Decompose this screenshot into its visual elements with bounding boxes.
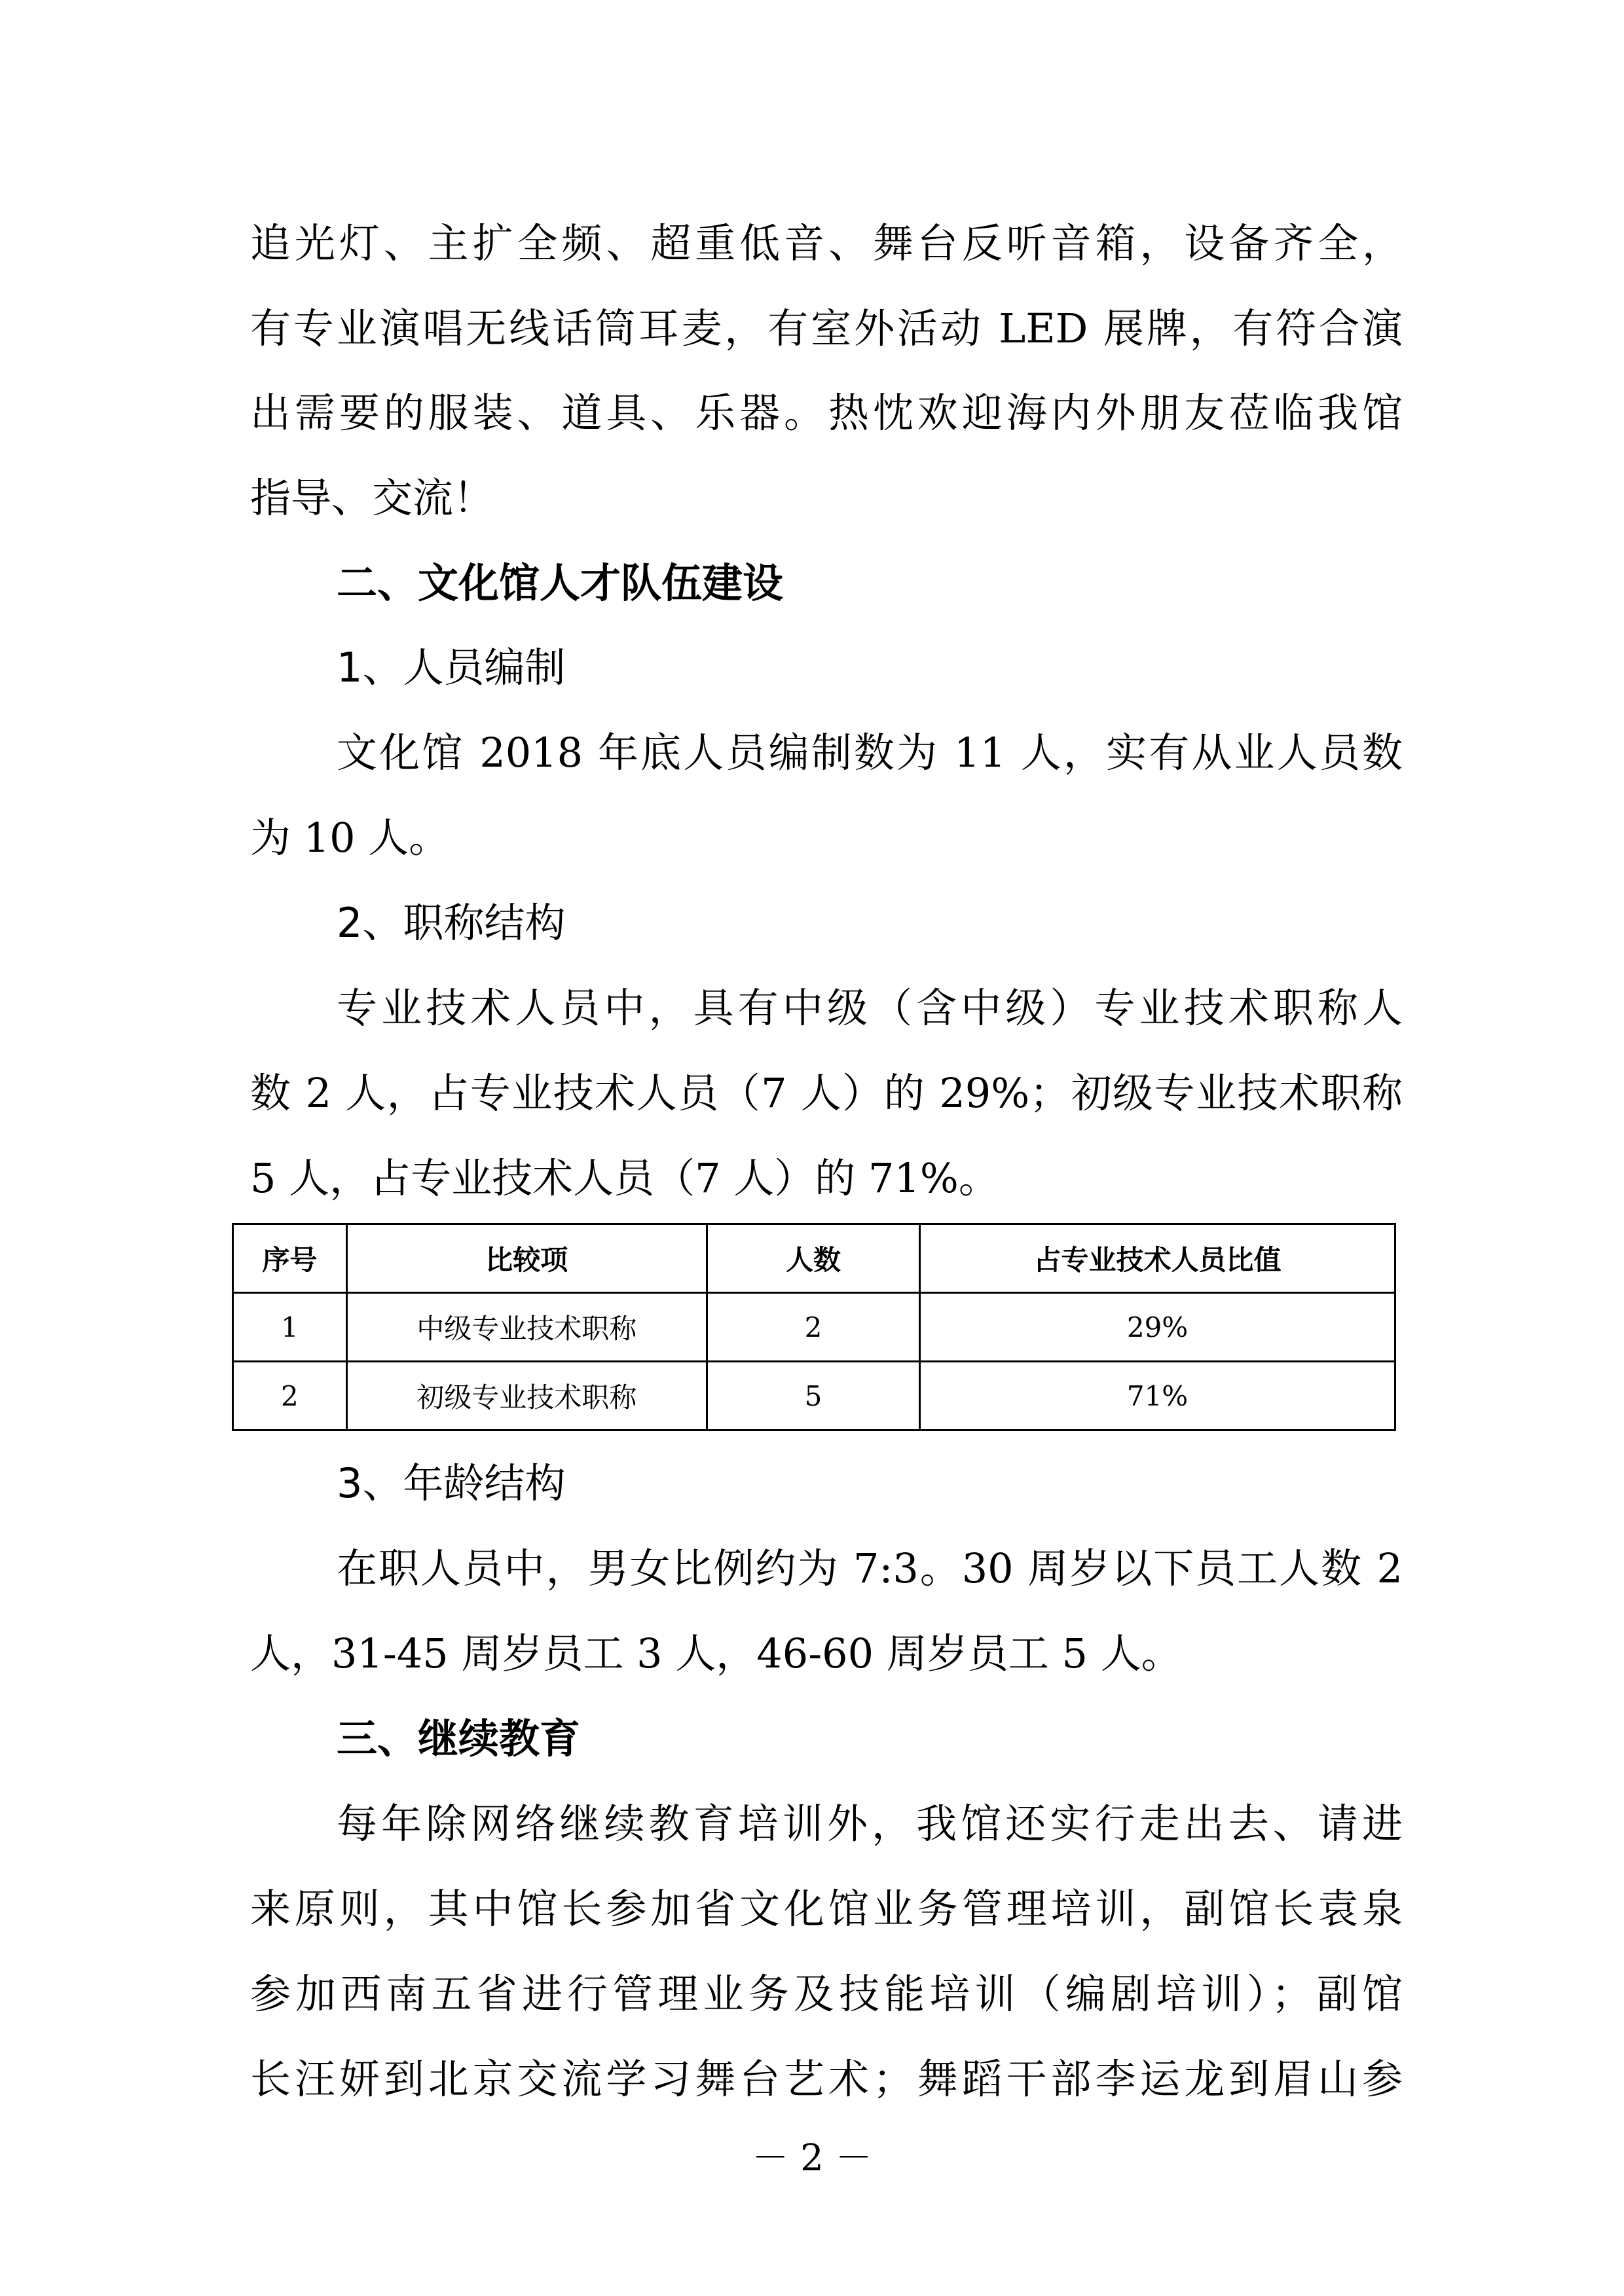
column-header-seq: 序号 bbox=[233, 1224, 347, 1293]
table-cell-item: 初级专业技术职称 bbox=[346, 1362, 707, 1430]
table-cell-ratio: 71% bbox=[920, 1362, 1395, 1430]
column-header-item: 比较项 bbox=[346, 1224, 707, 1293]
table-cell-seq: 2 bbox=[233, 1362, 347, 1430]
table-cell-seq: 1 bbox=[233, 1293, 347, 1362]
table-cell-item: 中级专业技术职称 bbox=[346, 1293, 707, 1362]
paragraph-line: 追光灯、主扩全频、超重低音、舞台反听音箱，设备齐全， bbox=[250, 219, 1403, 267]
paragraph-line: 每年除网络继续教育培训外，我馆还实行走出去、请进 bbox=[337, 1800, 1403, 1848]
paragraph-line: 人，31-45 周岁员工 3 人，46-60 周岁员工 5 人。 bbox=[250, 1630, 1182, 1677]
paragraph-line: 指导、交流！ bbox=[250, 474, 494, 522]
paragraph-line: 出需要的服装、道具、乐器。热忱欢迎海内外朋友莅临我馆 bbox=[250, 389, 1403, 437]
table-cell-count: 5 bbox=[707, 1362, 919, 1430]
table-row bbox=[233, 1293, 1395, 1362]
section-heading: 三、继续教育 bbox=[337, 1715, 581, 1762]
paragraph-line: 在职人员中，男女比例约为 7:3。30 周岁以下员工人数 2 bbox=[337, 1544, 1403, 1592]
column-header-count: 人数 bbox=[707, 1224, 919, 1293]
paragraph-line: 长汪妍到北京交流学习舞台艺术；舞蹈干部李运龙到眉山参 bbox=[250, 2055, 1403, 2103]
subsection-heading: 2、职称结构 bbox=[337, 899, 566, 947]
table-cell-count: 2 bbox=[707, 1293, 919, 1362]
paragraph-line: 专业技术人员中，具有中级（含中级）专业技术职称人 bbox=[337, 984, 1403, 1032]
table-row bbox=[233, 1362, 1395, 1430]
subsection-heading: 3、年龄结构 bbox=[337, 1459, 566, 1507]
section-heading: 二、文化馆人才队伍建设 bbox=[337, 559, 784, 607]
paragraph-line: 为 10 人。 bbox=[250, 814, 450, 862]
title-structure-table bbox=[232, 1223, 1396, 1431]
column-header-ratio: 占专业技术人员比值 bbox=[920, 1224, 1395, 1293]
table-cell-ratio: 29% bbox=[920, 1293, 1395, 1362]
paragraph-line: 参加西南五省进行管理业务及技能培训（编剧培训）；副馆 bbox=[250, 1970, 1403, 2018]
page-number: － 2 － bbox=[752, 2137, 872, 2179]
paragraph-line: 有专业演唱无线话筒耳麦，有室外活动 LED 展牌，有符合演 bbox=[250, 304, 1403, 352]
paragraph-line: 数 2 人，占专业技术人员（7 人）的 29%；初级专业技术职称 bbox=[250, 1069, 1403, 1117]
paragraph-line: 文化馆 2018 年底人员编制数为 11 人，实有从业人员数 bbox=[337, 729, 1403, 776]
paragraph-line: 5 人，占专业技术人员（7 人）的 71%。 bbox=[250, 1154, 999, 1202]
subsection-heading: 1、人员编制 bbox=[337, 644, 566, 691]
paragraph-line: 来原则，其中馆长参加省文化馆业务管理培训，副馆长袁泉 bbox=[250, 1885, 1403, 1933]
table-header-row bbox=[233, 1224, 1395, 1293]
